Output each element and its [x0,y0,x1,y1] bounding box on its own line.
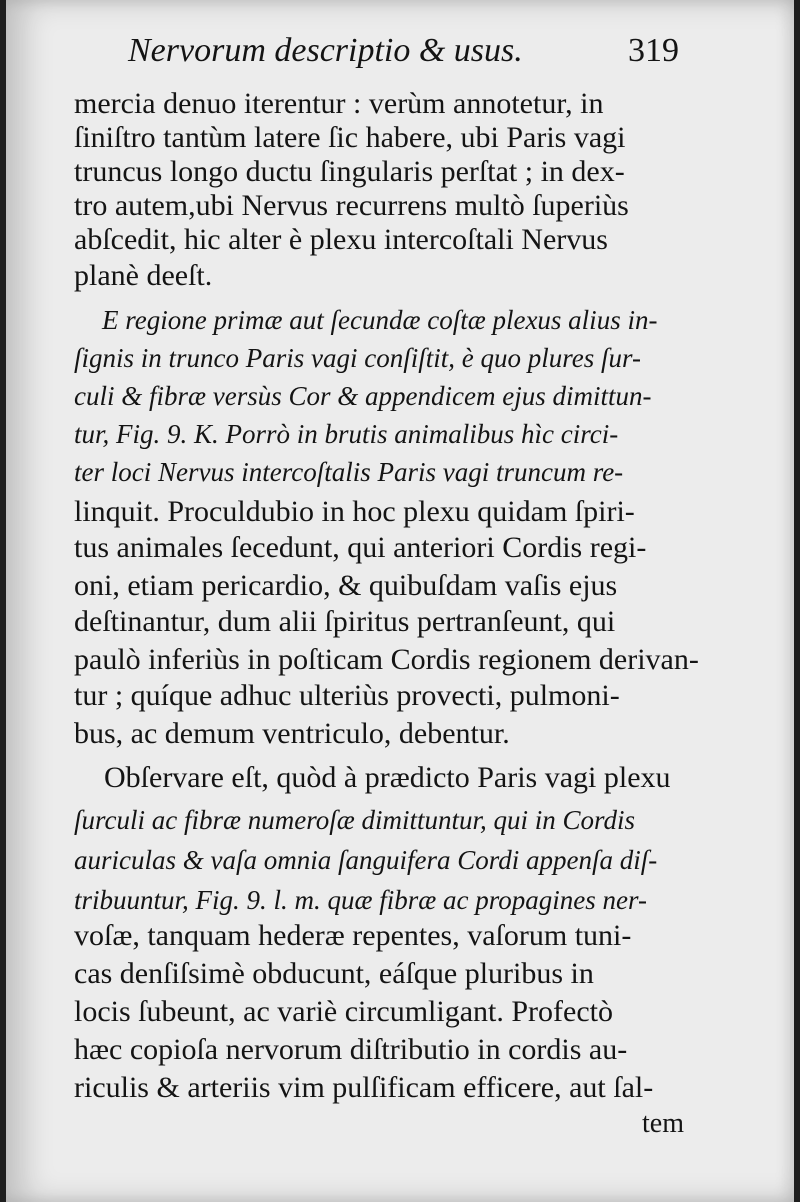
text-line: ſignis in trunco Paris vagi conſiſtit, è quo plures ſur- [74,343,641,373]
text-line: planè deeſt. [74,259,213,292]
text-line: tus animales ſecedunt, qui anteriori Cordis regi- [74,531,647,564]
catchword: tem [642,1108,684,1139]
text-line: Obſervare eſt, quòd à prædicto Paris vagi plexu [104,761,671,794]
text-line: abſcedit, hic alter è plexu intercoſtali Nervus [74,223,608,256]
text-line: bus, ac demum ventriculo, debentur. [74,717,510,750]
text-line: mercia denuo iterentur : verùm annotetur, in [74,87,604,120]
text-line: voſæ, tanquam hederæ repentes, vaſorum tuni- [74,919,632,952]
text-line: truncus longo ductu ſingularis perſtat ; in dex- [74,155,625,188]
text-line: tur, Fig. 9. K. Porrò in brutis animalibus hìc circi- [74,419,619,449]
text-line: tribuuntur, Fig. 9. l. m. quæ fibræ ac propagines ner- [74,885,647,915]
text-line: E regione primæ aut ſecundæ coſtæ plexus alius in- [102,305,658,335]
book-page [6,0,794,1202]
text-line: ter loci Nervus intercoſtalis Paris vagi truncum re- [74,457,624,487]
text-line: culi & fibræ versùs Cor & appendicem ejus dimittun- [74,381,652,411]
text-line: cas denſiſsimè obducunt, eáſque pluribus in [74,957,594,990]
text-line: deſtinantur, dum alii ſpiritus pertranſeunt, qui [74,605,616,638]
text-line: tur ; quíque adhuc ulteriùs provecti, pulmoni- [74,679,620,712]
text-line: linquit. Proculdubio in hoc plexu quidam ſpiri- [74,495,635,528]
text-line: oni, etiam pericardio, & quibuſdam vaſis ejus [74,569,618,602]
text-line: riculis & arteriis vim pulſificam efficere, aut ſal- [74,1071,654,1104]
text-line: auriculas & vaſa omnia ſanguifera Cordi appenſa diſ- [74,845,658,875]
page-number: 319 [628,32,679,69]
text-line: tro autem,ubi Nervus recurrens multò ſuperiùs [74,189,629,222]
text-line: hæc copioſa nervorum diſtributio in cordis au- [74,1033,628,1066]
text-line: ſiniſtro tantùm latere ſic habere, ubi Paris vagi [74,121,626,154]
running-header-title: Nervorum descriptio & usus. [128,32,523,69]
text-line: locis ſubeunt, ac variè circumligant. Profectò [74,995,613,1028]
text-line: ſurculi ac fibræ numeroſæ dimittuntur, qui in Cordis [74,805,636,835]
text-line: paulò inferiùs in poſticam Cordis regionem derivan- [74,643,699,676]
